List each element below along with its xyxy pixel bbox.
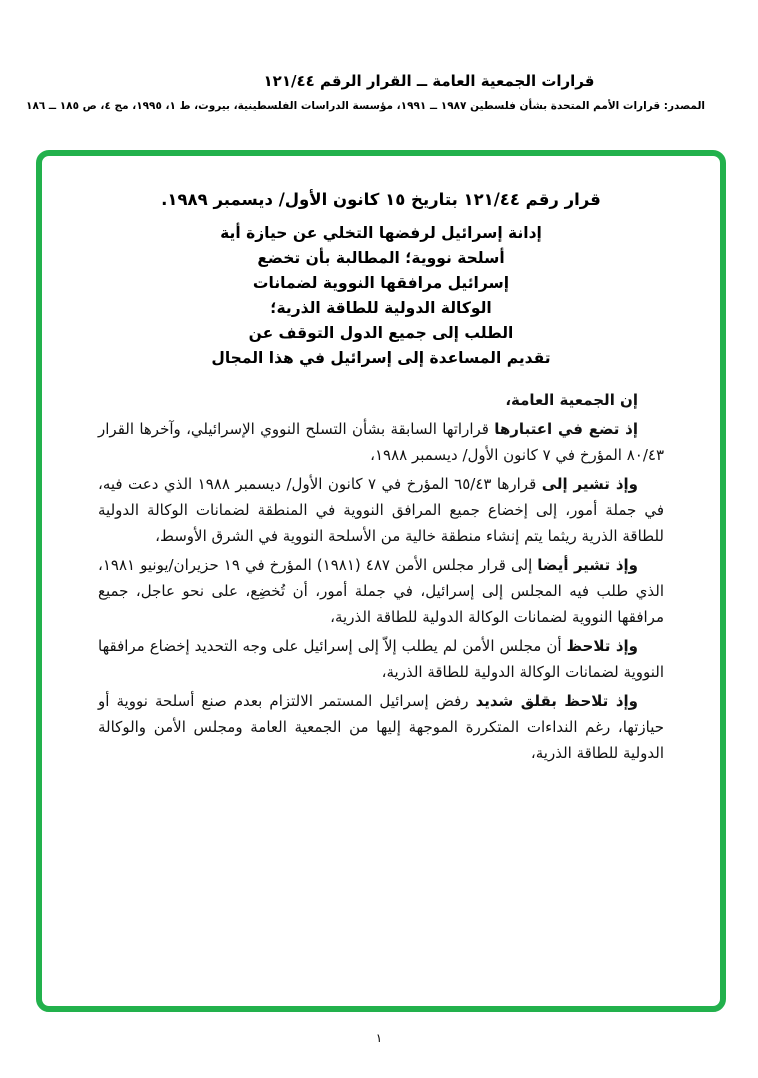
subtitle-line: الطلب إلى جميع الدول التوقف عن: [248, 324, 514, 342]
resolution-paragraph: [98, 471, 664, 549]
subtitle-line: تقديم المساعدة إلى إسرائيل في هذا المجال: [211, 349, 551, 367]
resolution-subtitle: [98, 221, 664, 371]
paragraph-lead: وإذ تلاحظ: [566, 637, 639, 655]
paragraph-text: قراراتها السابقة بشأن التسلح النووي الإسرائيلي، وآخرها القرار ٨٠/٤٣ المؤرخ في ٧ كانون الأول/ ديسمبر ١٩٨٨،: [98, 420, 664, 464]
header-source-line: المصدر: قرارات الأمم المتحدة بشأن فلسطين ١٩٨٧ ــ ١٩٩١، مؤسسة الدراسات الفلسطينية، بيروت، ط ١، ١٩٩٥، مج ٤، ص ١٨٥ ــ ١٨٦: [26, 100, 705, 112]
resolution-paragraph: [98, 416, 664, 468]
resolution-border-box: [36, 150, 726, 1012]
paragraph-text: إلى قرار مجلس الأمن ٤٨٧ (١٩٨١) المؤرخ في ١٩ حزيران/يونيو ١٩٨١، الذي طلب فيه المجلس إلى إسرائيل، في جملة أمور، أن تُخضِع، على نحو عاجل، جميع مرافقها النووية لضمانات الوكالة الدولية للطاقة الذرية،: [98, 556, 664, 626]
resolution-paragraph: [98, 552, 664, 630]
paragraph-lead: إذ تضع في اعتبارها: [494, 420, 638, 438]
paragraph-lead: وإذ تشير إلى: [541, 475, 638, 493]
resolution-opening: إن الجمعية العامة،: [505, 391, 638, 409]
page-number: ١: [375, 1031, 383, 1045]
paragraph-lead: وإذ تلاحظ بقلق شديد: [475, 692, 638, 710]
header-title: قرارات الجمعية العامة ــ القرار الرقم ١٢١/٤٤: [263, 72, 595, 90]
subtitle-line: إدانة إسرائيل لرفضها التخلي عن حيازة أية: [220, 224, 542, 242]
resolution-paragraph: [98, 633, 664, 685]
paragraph-text: أن مجلس الأمن لم يطلب إلاّ إلى إسرائيل على وجه التحديد إخضاع مرافقها النووية لضمانات الوكالة الدولية للطاقة الذرية،: [98, 637, 664, 681]
paragraph-text: رفض إسرائيل المستمر الالتزام بعدم صنع أسلحة نووية أو حيازتها، رغم النداءات المتكررة الموجهة إليها من الجمعية العامة ومجلس الأمن والوكالة الدولية للطاقة الذرية،: [98, 692, 664, 762]
subtitle-line: الوكالة الدولية للطاقة الذرية؛: [270, 299, 492, 317]
paragraph-text: قرارها ٦٥/٤٣ المؤرخ في ٧ كانون الأول/ ديسمبر ١٩٨٨ الذي دعت فيه، في جملة أمور، إلى إخضاع جميع المرافق النووية في المنطقة لضمانات الوكالة الدولية للطاقة الذرية ريثما يتم إنشاء منطقة خالية من الأسلحة النووية في الشرق الأوسط،: [98, 475, 664, 545]
resolution-title: قرار رقم ١٢١/٤٤ بتاريخ ١٥ كانون الأول/ ديسمبر ١٩٨٩.: [161, 190, 601, 209]
resolution-paragraph: [98, 688, 664, 766]
paragraph-lead: وإذ تشير أيضا: [537, 556, 638, 574]
subtitle-line: إسرائيل مرافقها النووية لضمانات: [252, 274, 510, 292]
subtitle-line: أسلحة نووية؛ المطالبة بأن تخضع: [257, 249, 505, 267]
